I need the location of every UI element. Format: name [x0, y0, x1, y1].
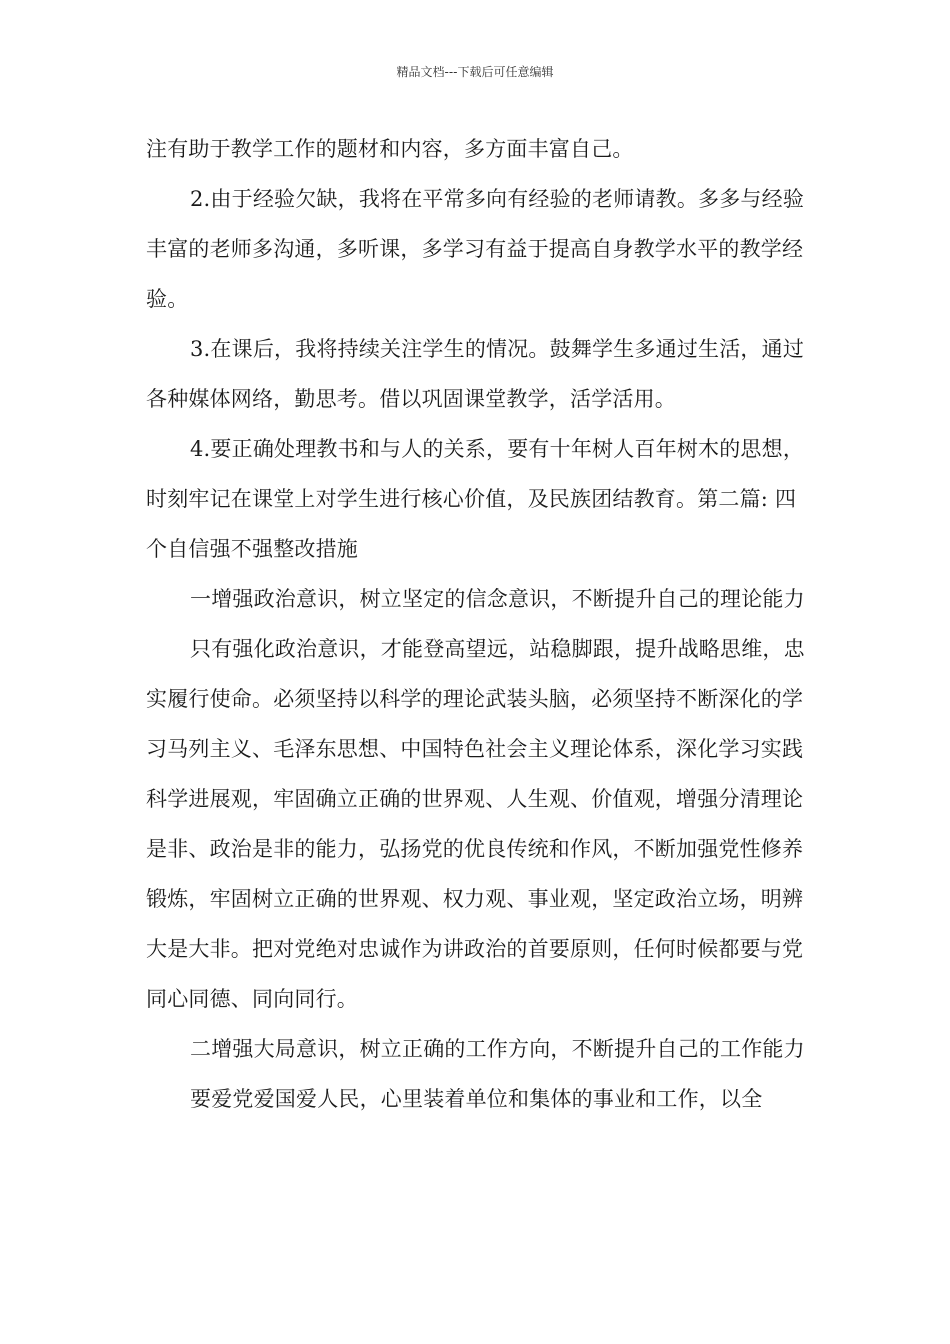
section-heading-1: 一增强政治意识，树立坚定的信念意识，不断提升自己的理论能力 [190, 587, 805, 611]
paragraph-6: 要爱党爱国爱人民，心里装着单位和集体的事业和工作，以全 [190, 1087, 763, 1111]
paragraph-2: 2.由于经验欠缺，我将在平常多向有经验的老师请教。多多与经验丰富的老师多沟通，多听课，多学习有益于提高自身教学水平的教学经验。 [146, 187, 805, 311]
paragraph-1: 注有助于教学工作的题材和内容，多方面丰富自己。 [146, 137, 634, 161]
paragraph-3: 3.在课后，我将持续关注学生的情况。鼓舞学生多通过生活，通过各种媒体网络，勤思考。借以巩固课堂教学，活学活用。 [146, 337, 805, 411]
section-heading-2: 二增强大局意识，树立正确的工作方向，不断提升自己的工作能力 [190, 1037, 805, 1061]
paragraph-4: 4.要正确处理教书和与人的关系，要有十年树人百年树木的思想，时刻牢记在课堂上对学生进行核心价值，及民族团结教育。第二篇: 四个自信强不强整改措施 [146, 437, 805, 561]
document-body [146, 124, 816, 1124]
paragraph-5: 只有强化政治意识，才能登高望远，站稳脚跟，提升战略思维，忠实履行使命。必须坚持以科学的理论武装头脑，必须坚持不断深化的学习马列主义、毛泽东思想、中国特色社会主义理论体系，深化学习实践科学进展观，牢固确立正确的世界观、人生观、价值观，增强分清理论是非、政治是非的能力，弘扬党的优良传统和作风，不断加强党性修养锻炼，牢固树立正确的世界观、权力观、事业观，坚定政治立场，明辨大是大非。把对党绝对忠诚作为讲政治的首要原则，任何时候都要与党同心同德、同向同行。 [146, 637, 805, 1011]
page-header: 精品文档---下载后可任意编辑 [396, 65, 554, 79]
